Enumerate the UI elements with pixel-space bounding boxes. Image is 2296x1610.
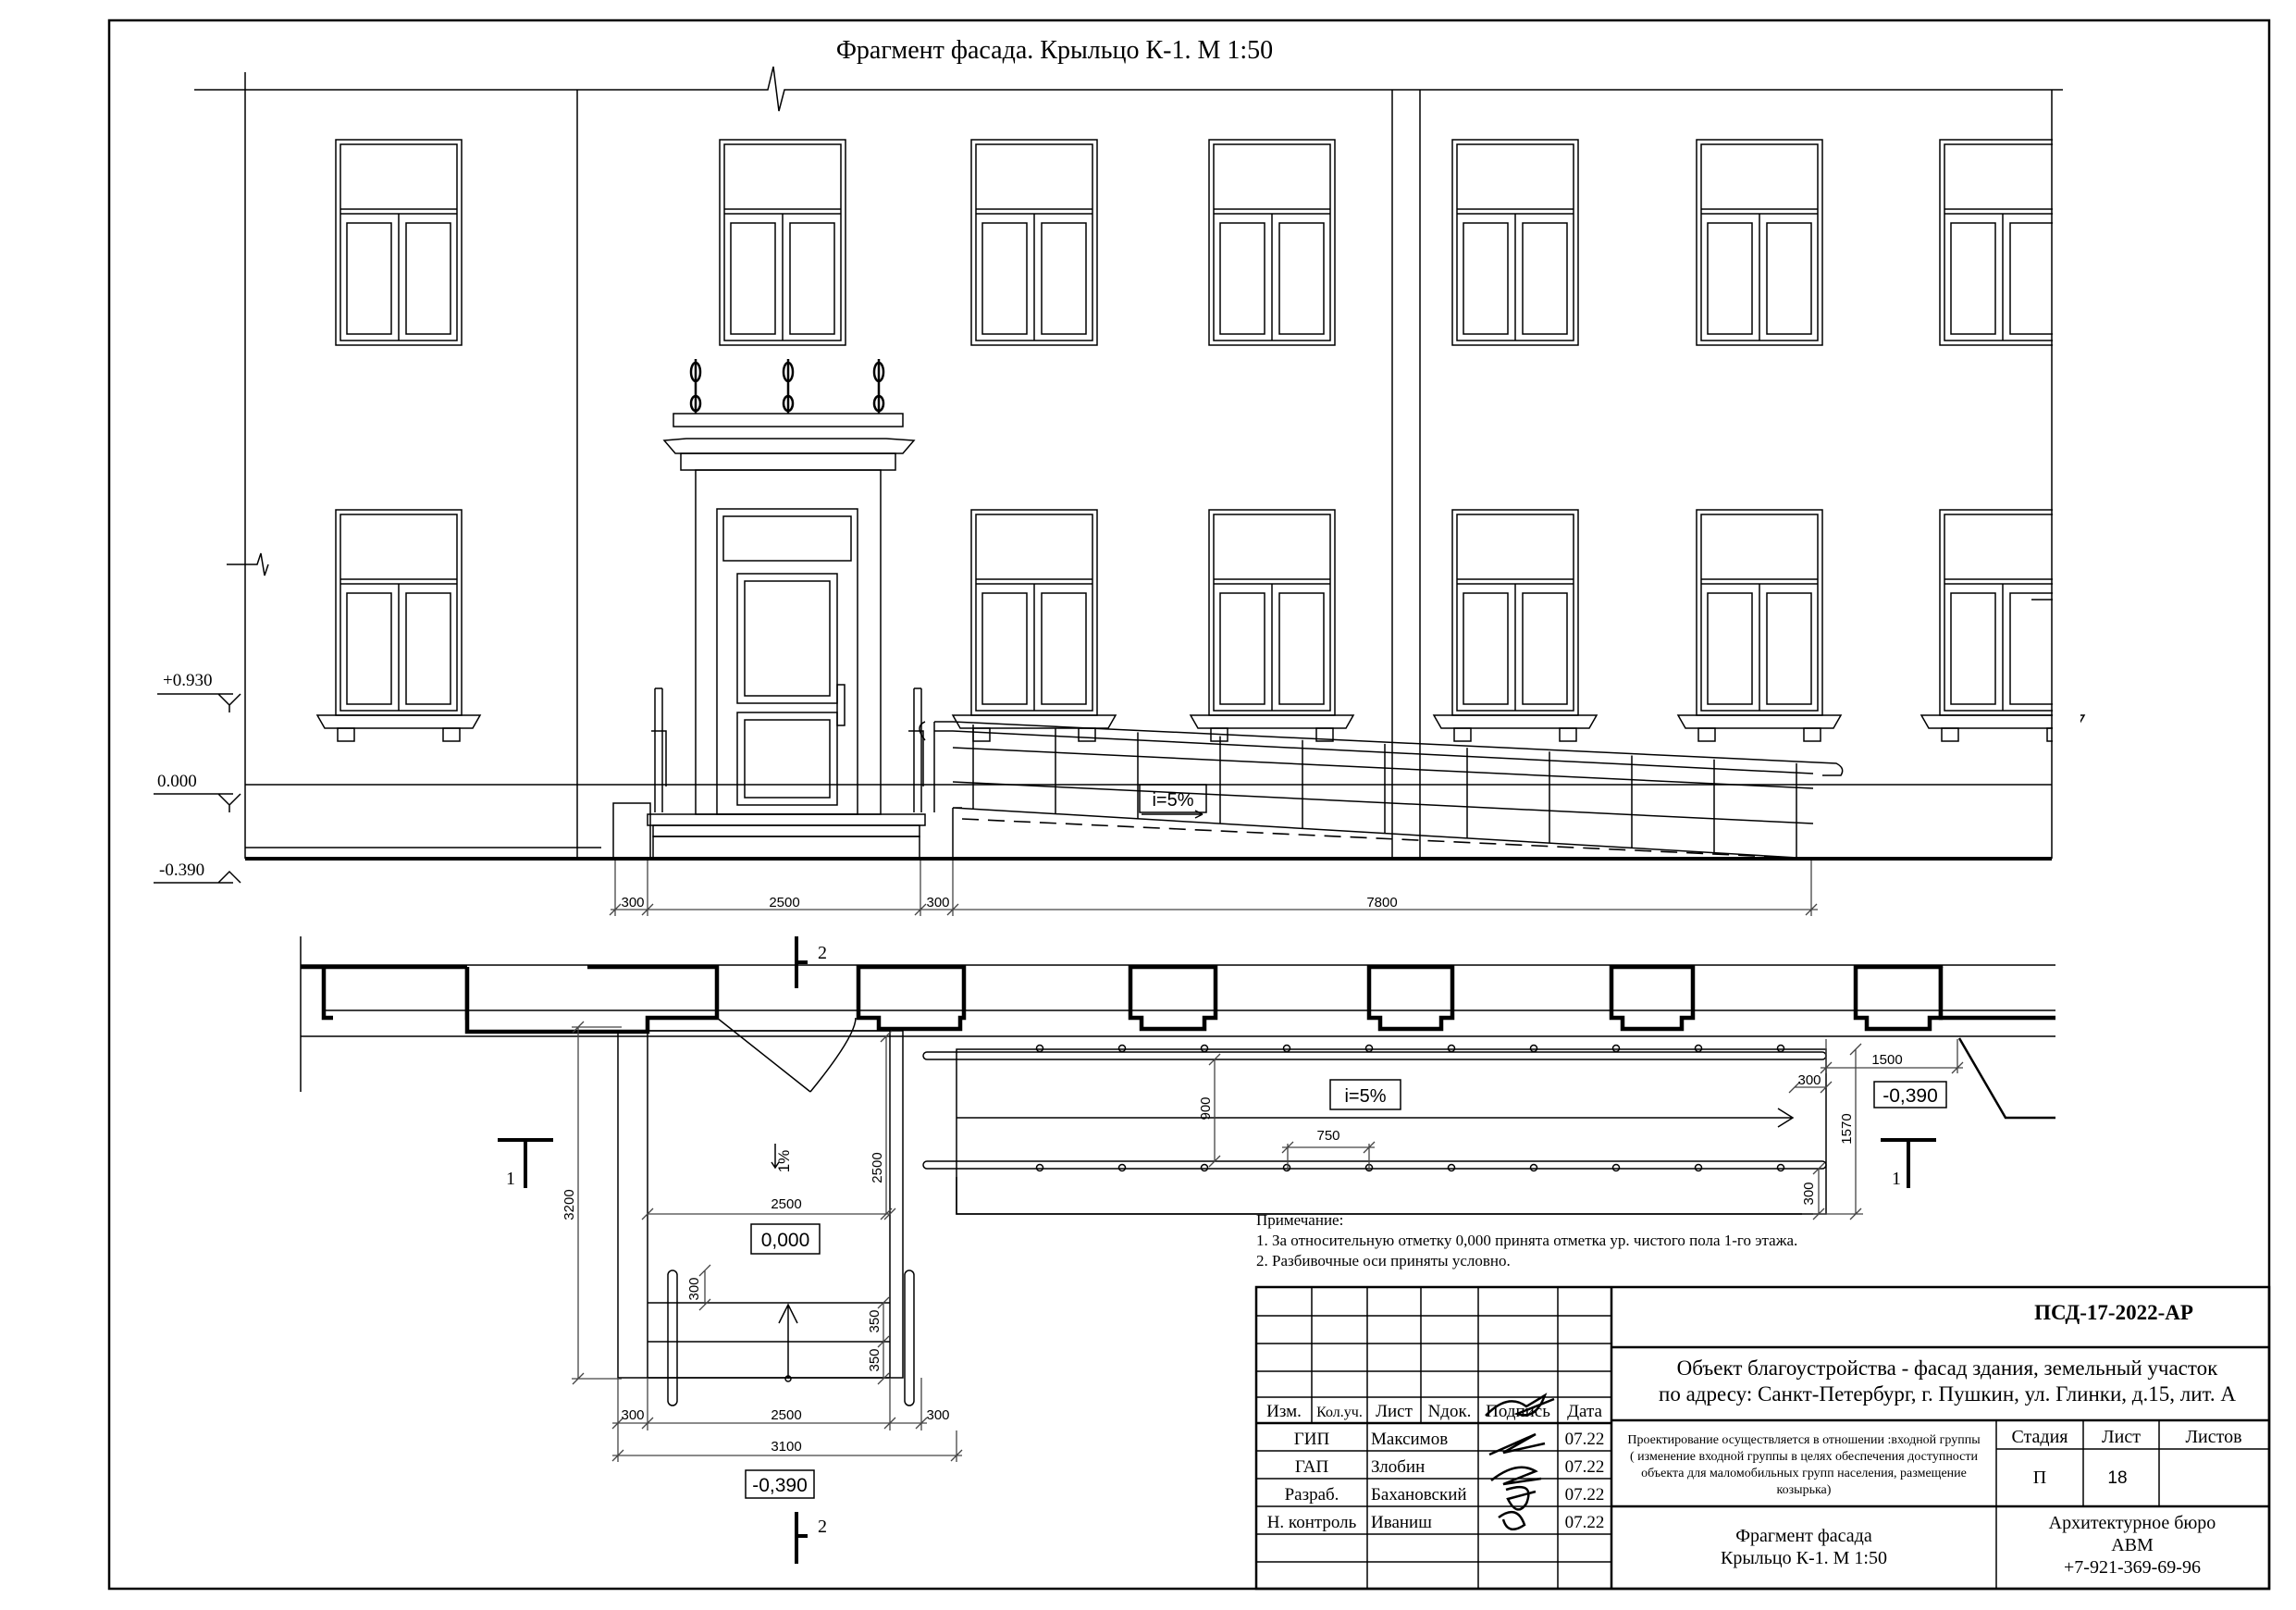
dim-300-right-bottom: 300 xyxy=(1801,1182,1817,1206)
svg-text:Бахановский: Бахановский xyxy=(1371,1485,1467,1505)
plan-post-top-6 xyxy=(1531,1046,1537,1052)
window-5 xyxy=(1697,140,1822,345)
canopy-frieze xyxy=(681,453,895,470)
plan-post-top-1 xyxy=(1119,1046,1126,1052)
plan-pier-window-1 xyxy=(1369,967,1452,1029)
porch-step-1 xyxy=(648,814,925,825)
dim-750: 750 xyxy=(1316,1128,1340,1144)
canopy-cornice xyxy=(664,439,914,453)
ramp-elevation xyxy=(920,722,1843,859)
section-mark-2-top xyxy=(796,936,827,988)
window-7 xyxy=(317,510,480,741)
plan-ramp-inner-edge xyxy=(957,1177,1802,1214)
plan-post-top-5 xyxy=(1449,1046,1455,1052)
door-handle xyxy=(837,685,845,725)
dim-300-right-top: 300 xyxy=(1797,1072,1821,1088)
project-description xyxy=(1627,1433,1981,1497)
plan-level-minus-bottom: -0,390 xyxy=(752,1475,808,1496)
svg-text:0.000: 0.000 xyxy=(157,772,197,791)
svg-text:Иваниш: Иваниш xyxy=(1371,1513,1432,1532)
window-0 xyxy=(336,140,462,345)
dim-2500-vertical: 2500 xyxy=(870,1152,885,1183)
ramp-slope-arrow xyxy=(1142,811,1203,818)
plan-pier-3 xyxy=(467,967,717,1032)
svg-text:Максимов: Максимов xyxy=(1371,1430,1449,1449)
section-mark-1-left xyxy=(498,1140,553,1189)
svg-text:+0.930: +0.930 xyxy=(163,671,213,690)
window-3 xyxy=(1209,140,1335,345)
plan-pier-4 xyxy=(858,967,964,1029)
dim-3100: 3100 xyxy=(771,1439,802,1455)
svg-text:2: 2 xyxy=(818,1517,827,1537)
dim-300-bottom-a: 300 xyxy=(621,1407,645,1423)
note-item-2: 2. Разбивочные оси приняты условно. xyxy=(1256,1252,1511,1269)
plan-post-bottom-8 xyxy=(1696,1165,1702,1171)
svg-text:Дата: Дата xyxy=(1567,1402,1602,1421)
sheets-label: Листов xyxy=(2185,1427,2242,1447)
handrail-right xyxy=(908,688,923,812)
svg-text:Н. контроль: Н. контроль xyxy=(1266,1513,1357,1532)
door-panel-upper-inner xyxy=(745,581,830,696)
dim-facade-7800: 7800 xyxy=(1366,895,1398,910)
dim-3200: 3200 xyxy=(562,1189,577,1220)
window-10 xyxy=(1434,510,1597,741)
plan-porch-inner xyxy=(648,1031,890,1378)
plan-ramp-arrow xyxy=(957,1108,1793,1127)
plan-level-minus-right: -0,390 xyxy=(1882,1085,1938,1107)
left-break-mark xyxy=(227,553,268,576)
stage-label: Стадия xyxy=(2011,1427,2068,1447)
plan-level-zero: 0,000 xyxy=(760,1230,810,1251)
porch-step-2 xyxy=(653,825,920,836)
plan-door-leaf xyxy=(717,1018,810,1092)
sheet-name-2: Крыльцо К-1. М 1:50 xyxy=(1721,1548,1887,1568)
note-item-1: 1. За относительную отметку 0,000 принята отметка ур. чистого пола 1-го этажа. xyxy=(1256,1232,1798,1249)
canopy-finials xyxy=(691,359,883,414)
object-name: Объект благоустройства - фасад здания, земельный участок xyxy=(1676,1356,2218,1380)
object-address: по адресу: Санкт-Петербург, г. Пушкин, ул. Глинки, д.15, лит. А xyxy=(1659,1382,2236,1406)
svg-text:Nдок.: Nдок. xyxy=(1427,1402,1472,1421)
sheet-name-1: Фрагмент фасада xyxy=(1735,1526,1872,1546)
plan-pier-window-0 xyxy=(1130,967,1216,1029)
plan-post-bottom-9 xyxy=(1778,1165,1784,1171)
dim-1500: 1500 xyxy=(1871,1052,1903,1068)
handrail-left xyxy=(651,688,666,812)
sheet-value: 18 xyxy=(2107,1468,2128,1488)
windows-group xyxy=(317,130,2084,759)
window-4 xyxy=(1452,140,1578,345)
title-block xyxy=(1256,1287,2269,1589)
plan-post-top-4 xyxy=(1366,1046,1373,1052)
svg-text:Разраб.: Разраб. xyxy=(1284,1485,1339,1505)
level-mark-zero xyxy=(154,772,241,812)
plan-post-top-8 xyxy=(1696,1046,1702,1052)
title-block-headers xyxy=(1266,1402,1602,1421)
plan-handrail-right xyxy=(905,1270,914,1406)
svg-text:Проектирование осуществляется: Проектирование осуществляется в отношении :входной группы xyxy=(1627,1433,1981,1447)
dim-350-b: 350 xyxy=(867,1348,883,1372)
plan-cross-slope xyxy=(772,1144,793,1172)
plan-piers-repeated xyxy=(1130,967,2055,1029)
level-mark-minus xyxy=(154,861,241,883)
svg-text:1%: 1% xyxy=(775,1149,793,1173)
level-mark-plus xyxy=(157,671,241,712)
sheet-label: Лист xyxy=(2102,1427,2141,1447)
svg-text:объекта для маломобильных груп: объекта для маломобильных групп населения, размещение xyxy=(1641,1467,1967,1480)
canopy-roof xyxy=(673,414,903,427)
dim-900: 900 xyxy=(1198,1096,1214,1121)
svg-text:Лист: Лист xyxy=(1376,1402,1413,1421)
window-11 xyxy=(1678,510,1841,741)
plan-post-top-7 xyxy=(1613,1046,1620,1052)
svg-text:( изменение входной группы в ц: ( изменение входной группы в целях обеспечения доступности xyxy=(1630,1450,1978,1464)
svg-text:07.22: 07.22 xyxy=(1564,1457,1605,1477)
dim-facade-2500: 2500 xyxy=(769,895,800,910)
plan-porch-platform xyxy=(618,1031,903,1378)
svg-text:1: 1 xyxy=(506,1169,515,1189)
door-panel-upper xyxy=(737,574,837,703)
plan-post-top-9 xyxy=(1778,1046,1784,1052)
svg-text:07.22: 07.22 xyxy=(1564,1513,1605,1532)
dim-facade-300b: 300 xyxy=(926,895,950,910)
plan-ramp-rail-top xyxy=(923,1052,1826,1059)
svg-text:Злобин: Злобин xyxy=(1371,1457,1426,1477)
svg-text:Изм.: Изм. xyxy=(1266,1402,1302,1421)
svg-text:ГИП: ГИП xyxy=(1293,1430,1330,1449)
plan-post-bottom-5 xyxy=(1449,1165,1455,1171)
svg-text:1: 1 xyxy=(1892,1169,1901,1189)
stage-value: П xyxy=(2032,1468,2047,1488)
dim-350-a: 350 xyxy=(867,1309,883,1333)
top-break-line xyxy=(194,67,2063,111)
dim-300-left-vertical: 300 xyxy=(686,1277,702,1301)
plan-post-top-2 xyxy=(1202,1046,1208,1052)
company-abbr: АВМ xyxy=(2111,1535,2154,1555)
dim-1570: 1570 xyxy=(1839,1113,1855,1145)
step-block-left xyxy=(613,803,650,859)
notes-block xyxy=(1256,1210,1797,1271)
ramp-handrail-low xyxy=(953,782,1813,824)
ramp-slab xyxy=(953,808,1813,859)
svg-text:2: 2 xyxy=(818,943,827,963)
porch-step-3 xyxy=(653,836,920,859)
window-1 xyxy=(720,140,846,345)
title-block-row-razrab xyxy=(1285,1485,1605,1505)
title-block-row-nkontrol xyxy=(1267,1513,1605,1532)
company-phone: +7-921-369-69-96 xyxy=(2064,1557,2201,1578)
plan-post-bottom-3 xyxy=(1284,1165,1290,1171)
plan-post-bottom-2 xyxy=(1202,1165,1208,1171)
plan-ramp-outline xyxy=(957,1049,1826,1214)
dim-2500-bottom: 2500 xyxy=(771,1407,802,1423)
ramp-handrail-top xyxy=(934,722,1843,775)
door-panel-lower xyxy=(737,712,837,805)
door-transom xyxy=(723,516,851,561)
plan-post-bottom-0 xyxy=(1037,1165,1043,1171)
project-code: ПСД-17-2022-АР xyxy=(2034,1301,2193,1324)
company-name: Архитектурное бюро xyxy=(2048,1513,2216,1533)
dim-300-bottom-b: 300 xyxy=(926,1407,950,1423)
plan-ramp-slope-label: i=5% xyxy=(1344,1086,1387,1107)
dim-2500-top: 2500 xyxy=(771,1196,802,1212)
ramp-slope-label: i=5% xyxy=(1152,790,1194,811)
window-9 xyxy=(1191,510,1353,741)
svg-text:ГАП: ГАП xyxy=(1294,1457,1329,1477)
plan-ramp-rail-bottom xyxy=(923,1161,1826,1169)
door-panel-lower-inner xyxy=(745,720,830,798)
facade-dimension-chain xyxy=(610,861,1818,916)
svg-text:07.22: 07.22 xyxy=(1564,1430,1605,1449)
plan-pier-window-3 xyxy=(1856,967,1941,1029)
svg-text:Кол.уч.: Кол.уч. xyxy=(1316,1405,1363,1420)
section-mark-1-right xyxy=(1881,1140,1936,1189)
notes-heading: Примечание: xyxy=(1256,1211,1344,1229)
svg-text:Подпись: Подпись xyxy=(1486,1402,1550,1421)
svg-text:-0.390: -0.390 xyxy=(159,861,205,880)
drawing-title: Фрагмент фасада. Крыльцо К-1. М 1:50 xyxy=(835,36,1274,65)
door-frame xyxy=(717,509,858,814)
plan-handrail-left xyxy=(668,1270,677,1406)
plan-post-top-0 xyxy=(1037,1046,1043,1052)
svg-text:07.22: 07.22 xyxy=(1564,1485,1605,1505)
window-clip-mask xyxy=(2053,130,2080,759)
plan-ramp-posts xyxy=(1037,1046,1784,1171)
ramp-underside xyxy=(962,819,1813,859)
svg-text:козырька): козырька) xyxy=(1776,1483,1832,1497)
window-2 xyxy=(971,140,1097,345)
plan-right-stair xyxy=(1959,1038,2055,1118)
plan-pier-window-2 xyxy=(1611,967,1693,1029)
plan-post-top-3 xyxy=(1284,1046,1290,1052)
plan-door-swing xyxy=(810,1018,856,1092)
section-mark-2-bottom xyxy=(796,1512,827,1564)
window-8 xyxy=(953,510,1116,741)
plan-post-bottom-7 xyxy=(1613,1165,1620,1171)
ramp-handrail-mid xyxy=(953,748,1813,788)
window-6 xyxy=(1940,140,2066,345)
facade-elevation xyxy=(154,36,2084,916)
plan-post-bottom-6 xyxy=(1531,1165,1537,1171)
entrance-portal xyxy=(613,359,925,859)
ramp-posts xyxy=(973,724,1796,858)
plan-post-bottom-1 xyxy=(1119,1165,1126,1171)
dim-facade-300a: 300 xyxy=(621,895,645,910)
